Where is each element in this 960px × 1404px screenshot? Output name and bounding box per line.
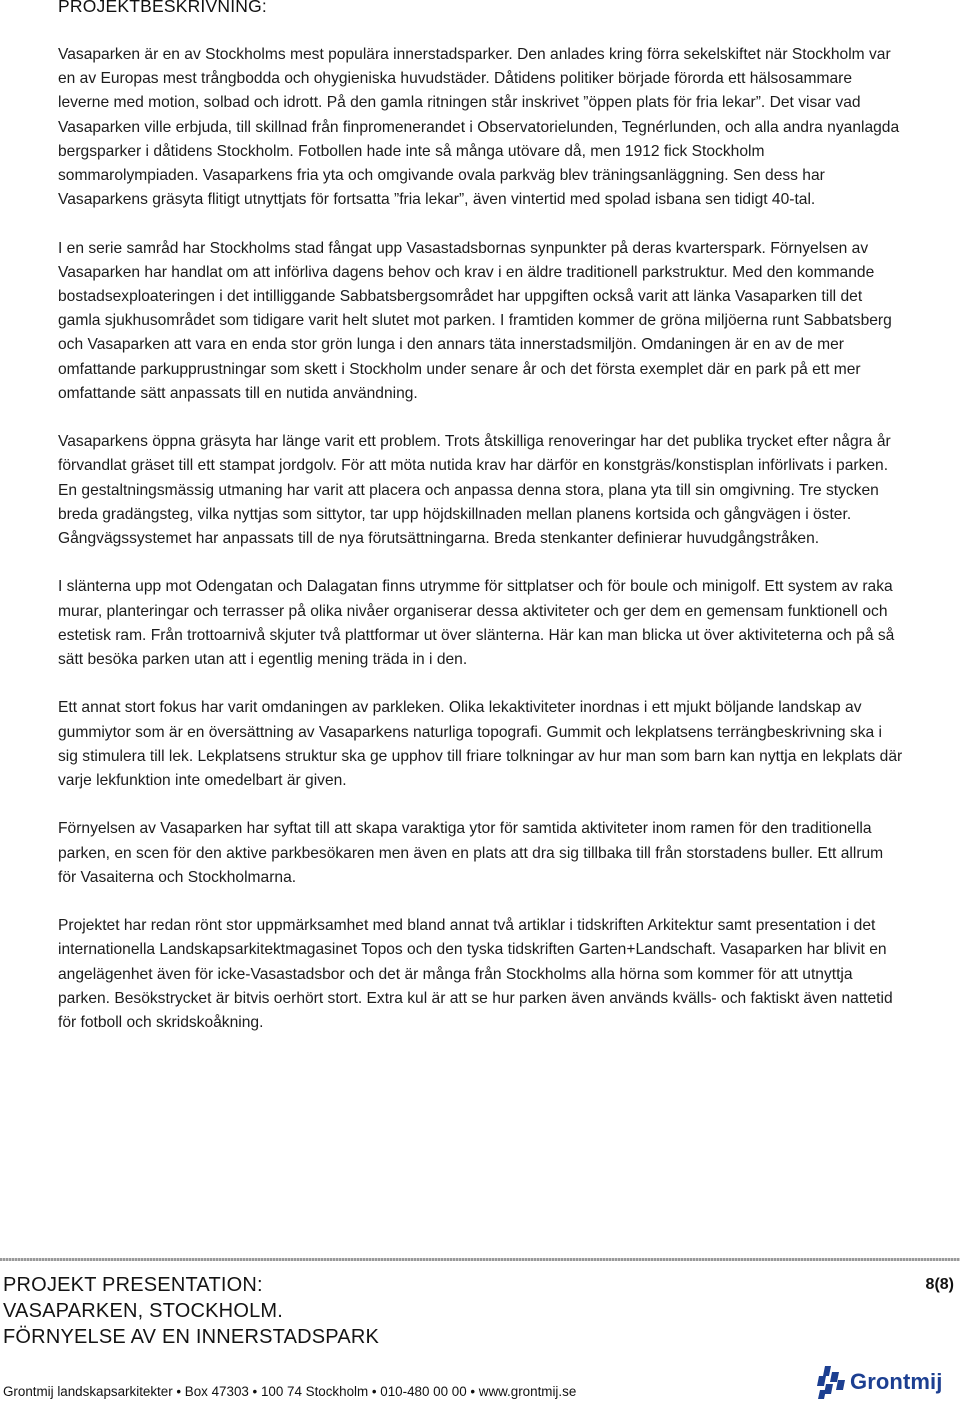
footer-divider (0, 1258, 960, 1261)
paragraph: I en serie samråd har Stockholms stad fångat upp Vasastadsbornas synpunkter på deras kvarterspark. Förnyelsen av Vasaparken har handlat om att införliva dagens behov och krav i en äldre traditionell parkstruktur. Med den kommande bostadsexploateringen i det intilliggande Sabbatsbergsområdet har uppgiften också varit att länka Vasaparken till det gamla sjukhusområdet som tidigare varit helt slutet mot parken. I framtiden kommer de gröna miljöerna runt Sabbatsberg och Vasaparken att vara en enda stor grön lunga i den annars täta innerstadsmiljön. Omdaningen är en av de mer omfattande parkupprustningar som skett i Stockholm under senare år och det första exemplet där en park på ett mer omfattande sätt anpassats till en nutida användning. (58, 239, 892, 402)
footer-title-line: FÖRNYELSE AV EN INNERSTADSPARK (3, 1326, 380, 1348)
grontmij-logo (816, 1362, 958, 1402)
paragraph: Förnyelsen av Vasaparken har syftat till att skapa varaktiga ytor för samtida aktiviteter inom ramen för den traditionella parken, en scen för den aktive parkbesökaren men även en plats att dra sig tillbaka till från storstadens buller. Ett allrum för Vasaiterna och Stockholmarna. (58, 820, 884, 886)
footer-title-line: VASAPARKEN, STOCKHOLM. (3, 1300, 284, 1322)
paragraph: Ett annat stort fokus har varit omdaningen av parkleken. Olika lekaktiviteter inordnas i ett mjukt böljande landskap av gummiytor som är en översättning av Vasaparkens naturliga topografi. Gummit och lekplatsens terrängbeskrivning ska i sig stimulera till lek. Lekplatsens struktur ska ge upphov till friare tolkningar av hur man som barn kan nyttja en lekplats där varje lekfunktion inte omedelbart är given. (58, 699, 903, 790)
paragraph: Projektet har redan rönt stor uppmärksamhet med bland annat två artiklar i tidskriften Arkitektur samt presentation i det internationella Landskapsarkitektmagasinet Topos och den tyska tidskriften Garten+Landschaft. Vasaparken har blivit en angelägenhet även för icke-Vasastadsbor och det är många från Stockholms alla hörna som kommer för att utnyttja parken. Besökstrycket är bitvis oerhört stort. Extra kul är att se hur parken även används kvälls- och faktiskt även nattetid för fotboll och skridskoåkning. (58, 917, 893, 1032)
footer-title-block (3, 1272, 379, 1350)
page-heading: PROJEKTBESKRIVNING: (58, 0, 267, 16)
page-number: 8(8) (925, 1276, 954, 1293)
footer-title-line: PROJEKT PRESENTATION: (3, 1274, 263, 1296)
contact-line: Grontmij landskapsarkitekter • Box 47303 • 100 74 Stockholm • 010-480 00 00 • www.grontmij.se (3, 1384, 577, 1399)
paragraph: Vasaparken är en av Stockholms mest populära innerstadsparker. Den anlades kring förra sekelskiftet när Stockholm var en av Europas mest trångbodda och ohygieniska huvudstäder. Dåtidens politiker började förorda ett hälsosammare leverne med motion, solbad och idrott. På den gamla ritningen står inskrivet ”öppen plats för fria lekar”. Det visar vad Vasaparken ville erbjuda, till skillnad från finpromenerandet i Observatorielunden, Tegnérlunden, och alla andra nyanlagda bergsparker i dåtidens Stockholm. Fotbollen hade inte så många utövare då, men 1912 fick Stockholm sommarolympiaden. Vasaparkens fria yta och omgivande ovala parkväg blev träningsanläggning. Sen dess har Vasaparkens gräsyta flitigt utnyttjats för fortsatta ”fria lekar”, även vintertid med spolad isbana sen tidigt 40-tal. (58, 46, 900, 209)
paragraph: I slänterna upp mot Odengatan och Dalagatan finns utrymme för sittplatser och för boule och minigolf. Ett system av raka murar, planteringar och terrasser på olika nivåer organiserar dessa aktiviteter och ger dem en gemensam funktionell och estetisk ram. Från trottoarnivå skjuter två plattformar ut över slänterna. Här kan man blicka ut över aktiviteterna och på så sätt besöka parken utan att i egentlig mening träda in i den. (58, 578, 895, 669)
body-text (58, 43, 904, 1059)
logo-wordmark: Grontmij (850, 1369, 943, 1394)
grontmij-mark-icon (816, 1364, 846, 1400)
paragraph: Vasaparkens öppna gräsyta har länge varit ett problem. Trots åtskilliga renoveringar har det publika trycket efter några år förvandlat gräset till ett stampat jordgolv. För att möta nutida krav har därför en konstgräs/konstisplan införlivats i parken. En gestaltningsmässig utmaning har varit att placera och anpassa denna stora, plana yta till sin omgivning. Tre stycken breda gradängsteg, vilka nyttjas som sittytor, tar upp höjdskillnaden mellan planens kortsida och gångvägen i öster. Gångvägssystemet har anpassats till de nya förutsättningarna. Breda stenkanter definierar huvudgångstråken. (58, 433, 891, 548)
